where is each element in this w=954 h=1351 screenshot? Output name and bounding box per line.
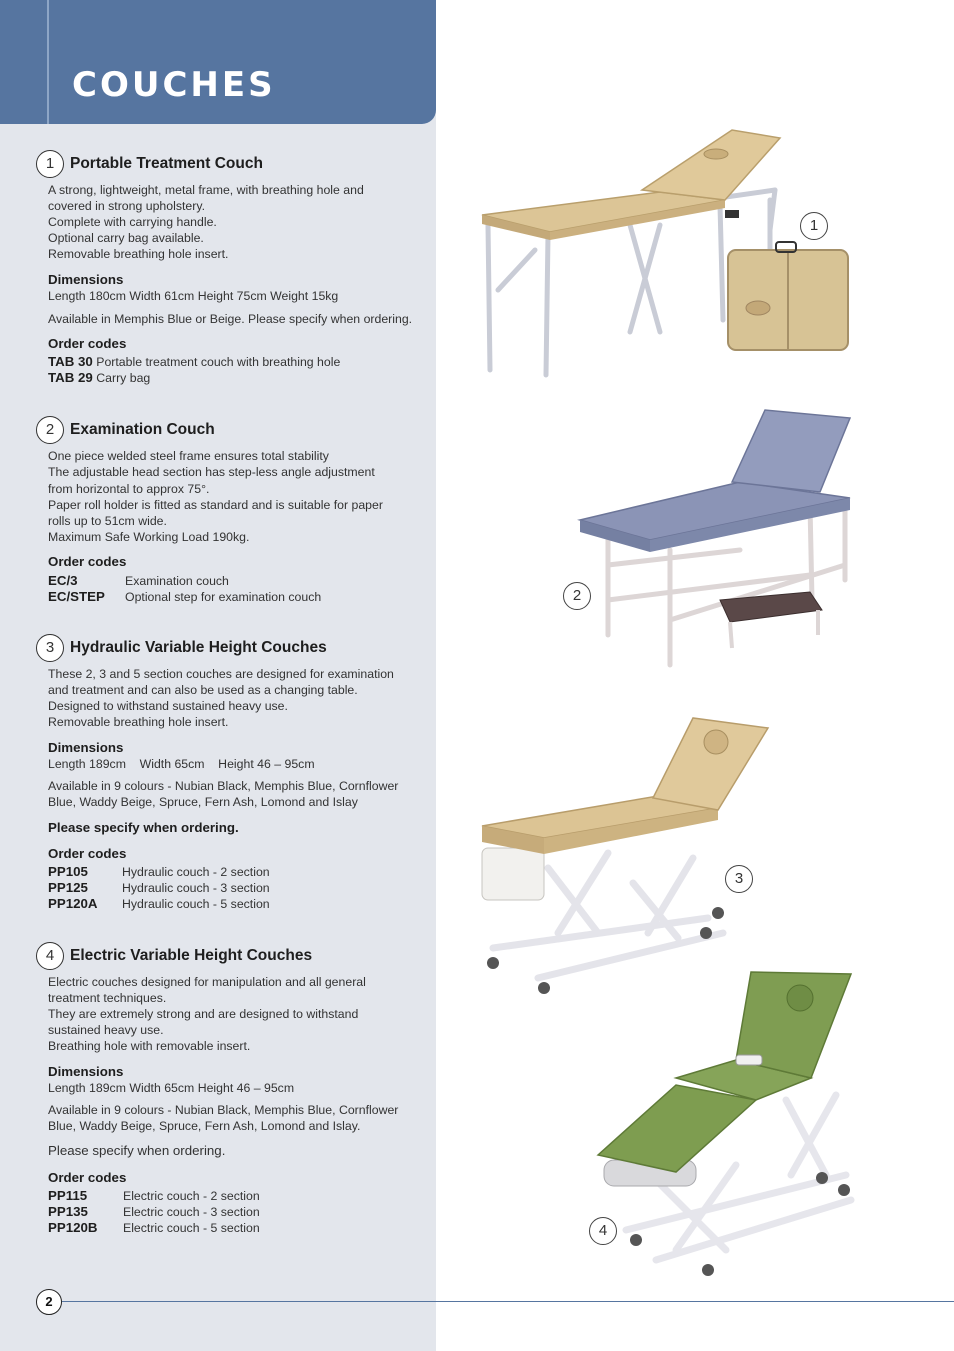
availability-line: Blue, Waddy Beige, Spruce, Fern Ash, Lomond and Islay [48,795,358,809]
order-code-description: Hydraulic couch - 2 section [122,865,270,879]
electric-couch-image [586,960,866,1280]
order-code: PP125 [48,880,88,895]
order-code-description: Electric couch - 2 section [123,1189,260,1203]
description-line: Designed to withstand sustained heavy use. [48,699,288,713]
page-number: 2 [36,1289,62,1315]
order-code-row [48,1188,260,1204]
description-line: Complete with carrying handle. [48,215,217,229]
electric-couch-illustration [586,960,866,1280]
dimensions-text: Length 189cm Width 65cm Height 46 – 95cm [48,1081,295,1095]
order-code-row [48,370,150,386]
examination-couch-illustration [560,400,860,670]
description-line: from horizontal to approx 75°. [48,482,210,496]
order-codes-heading: Order codes [48,336,127,351]
section-title: Hydraulic Variable Height Couches [70,639,327,656]
hydraulic-couch-illustration [478,708,778,1000]
section-title: Electric Variable Height Couches [70,947,313,964]
description-line: A strong, lightweight, metal frame, with breathing hole and [48,183,364,197]
order-code-description: Carry bag [96,371,151,385]
order-codes-heading: Order codes [48,846,127,861]
page-header [0,0,436,124]
description-line: Paper roll holder is fitted as standard and is suitable for paper [48,498,383,512]
description-line: One piece welded steel frame ensures total stability [48,449,329,463]
order-codes-heading: Order codes [48,554,127,569]
page-title: COUCHES [72,65,276,105]
order-code: PP120B [48,1220,98,1235]
figure-number-badge: 1 [800,212,828,240]
description-line: treatment techniques. [48,991,167,1005]
figure-number-badge: 4 [589,1217,617,1245]
order-code-description: Portable treatment couch with breathing hole [96,355,341,369]
order-code: EC/STEP [48,589,105,604]
description-line: rolls up to 51cm wide. [48,514,167,528]
description-line: Maximum Safe Working Load 190kg. [48,530,250,544]
order-code: PP120A [48,896,98,911]
order-code-row [48,880,270,896]
order-code: EC/3 [48,573,78,588]
specify-note: Please specify when ordering. [48,820,239,835]
order-code-row [48,864,270,880]
order-code-description: Electric couch - 5 section [123,1221,260,1235]
section-number-badge: 3 [36,634,64,662]
header-rule [47,0,49,124]
figure-number-badge: 2 [563,582,591,610]
specify-note: Please specify when ordering. [48,1143,226,1158]
availability-line: Blue, Waddy Beige, Spruce, Fern Ash, Lomond and Islay. [48,1119,361,1133]
footer-rule [62,1301,954,1302]
description-line: Optional carry bag available. [48,231,204,245]
description-line: Electric couches designed for manipulation and all general [48,975,366,989]
availability-line: Available in 9 colours - Nubian Black, Memphis Blue, Cornflower [48,1103,399,1117]
description-line: and treatment and can also be used as a changing table. [48,683,358,697]
description-line: Breathing hole with removable insert. [48,1039,251,1053]
order-code-row [48,1220,260,1236]
section-title: Examination Couch [70,421,215,438]
order-code-description: Hydraulic couch - 5 section [122,897,270,911]
order-code: PP105 [48,864,88,879]
order-code-description: Examination couch [125,574,229,588]
order-code: PP115 [48,1188,88,1203]
section-number-badge: 1 [36,150,64,178]
dimensions-text: Length 180cm Width 61cm Height 75cm Weight 15kg [48,289,339,303]
description-line: Removable breathing hole insert. [48,715,229,729]
section-number-badge: 4 [36,942,64,970]
order-code-description: Hydraulic couch - 3 section [122,881,270,895]
order-code-description: Electric couch - 3 section [123,1205,260,1219]
dimensions-text: Length 189cm Width 65cm Height 46 – 95cm [48,757,315,771]
order-code: PP135 [48,1204,88,1219]
availability-line: Available in 9 colours - Nubian Black, Memphis Blue, Cornflower [48,779,399,793]
dimensions-heading: Dimensions [48,740,124,755]
description-line: Removable breathing hole insert. [48,247,229,261]
section-number-badge: 2 [36,416,64,444]
description-line: The adjustable head section has step-less angle adjustment [48,465,375,479]
order-code: TAB 29 [48,370,93,385]
figure-number-badge: 3 [725,865,753,893]
order-codes-heading: Order codes [48,1170,127,1185]
hydraulic-couch-image [478,708,778,1000]
description-line: These 2, 3 and 5 section couches are designed for examination [48,667,394,681]
description-line: covered in strong upholstery. [48,199,205,213]
order-code-row [48,354,340,370]
order-code-row [48,896,270,912]
section-title: Portable Treatment Couch [70,155,263,172]
order-code-row [48,1204,260,1220]
description-line: sustained heavy use. [48,1023,164,1037]
order-code-row [48,573,229,589]
order-code-row [48,589,321,605]
order-code: TAB 30 [48,354,93,369]
description-line: They are extremely strong and are designed to withstand [48,1007,359,1021]
order-code-description: Optional step for examination couch [125,590,322,604]
dimensions-heading: Dimensions [48,1064,124,1079]
examination-couch-image [560,400,860,670]
portable-couch-image [470,120,870,390]
portable-couch-illustration [470,120,870,390]
availability-line: Available in Memphis Blue or Beige. Please specify when ordering. [48,312,413,326]
dimensions-heading: Dimensions [48,272,124,287]
